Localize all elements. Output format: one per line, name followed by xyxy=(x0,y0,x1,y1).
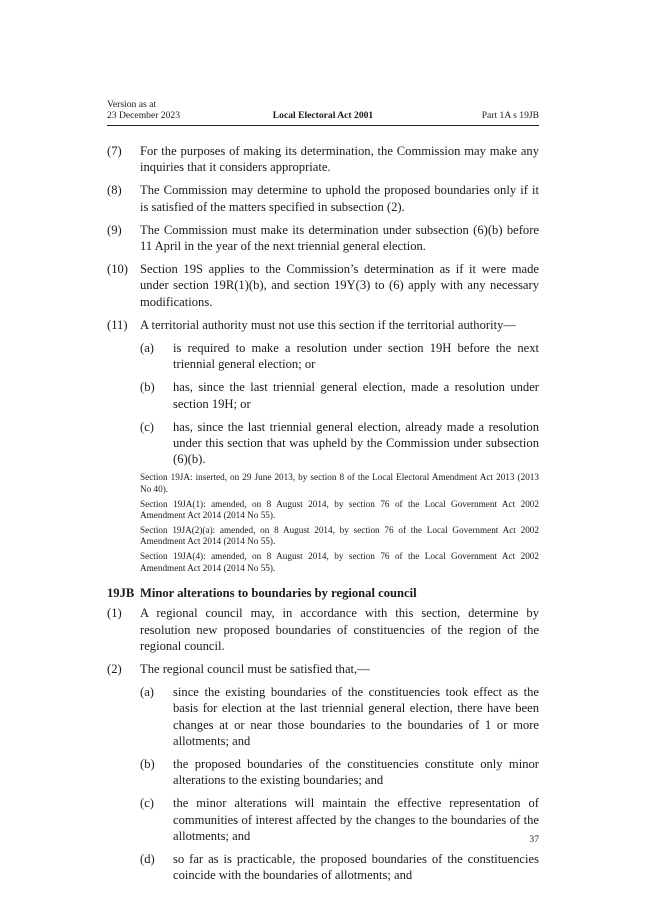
paragraph-text: the proposed boundaries of the constituencies constitute only minor alterations to the existing boundaries; and xyxy=(173,757,539,788)
version-date: 23 December 2023 xyxy=(107,110,180,121)
subsection-9 xyxy=(107,222,539,254)
paragraph-text: the minor alterations will maintain the effective representation of communities of interest affected by the changes to the boundaries of the allotments; and xyxy=(173,796,539,843)
paragraph-text: since the existing boundaries of the constituencies took effect as the basis for election at the last triennial general election, there have been changes at or near those boundaries to the boundaries of 1 or more allotments; and xyxy=(173,685,539,748)
subsection-text: A territorial authority must not use this section if the territorial authority— xyxy=(140,317,516,332)
subsection-10 xyxy=(107,261,539,310)
section-title: Minor alterations to boundaries by regional council xyxy=(140,586,417,601)
subsection-number: (9) xyxy=(107,222,122,237)
paragraph-text: has, since the last triennial general election, made a resolution under section 19H; or xyxy=(173,380,539,411)
paragraph-letter: (a) xyxy=(140,685,154,700)
subsection-8 xyxy=(107,182,539,214)
paragraph-a xyxy=(140,684,539,749)
section-heading xyxy=(107,585,539,601)
paragraph-letter: (a) xyxy=(140,341,154,356)
paragraph-b xyxy=(140,379,539,411)
paragraph-a xyxy=(140,340,539,372)
paragraph-b xyxy=(140,756,539,788)
subsection-text: For the purposes of making its determination, the Commission may make any inquiries that it considers appropriate. xyxy=(140,144,539,175)
subsection-number: (11) xyxy=(107,317,128,332)
history-note: Section 19JA(4): amended, on 8 August 2014, by section 76 of the Local Government Act 2002 Amendment Act 2014 (2014 No 55). xyxy=(140,551,539,573)
subsection-number: (8) xyxy=(107,183,122,198)
paragraph-text: so far as is practicable, the proposed boundaries of the constituencies coincide with the boundaries of allotments; and xyxy=(173,852,539,883)
paragraph-letter: (c) xyxy=(140,796,154,811)
document-body xyxy=(107,143,539,890)
paragraph-c xyxy=(140,419,539,468)
subsection-number: (2) xyxy=(107,662,122,677)
paragraph-letter: (d) xyxy=(140,852,155,867)
page-header xyxy=(107,99,539,127)
section-number: 19JB xyxy=(107,586,135,601)
history-note: Section 19JA: inserted, on 29 June 2013, by section 8 of the Local Electoral Amendment Act 2013 (2013 No 40). xyxy=(140,472,539,495)
subsection-text: A regional council may, in accordance with this section, determine by resolution new proposed boundaries of constituencies of the region of the regional council. xyxy=(140,606,539,653)
history-notes xyxy=(140,472,539,574)
header-divider xyxy=(107,125,539,126)
version-label: Version as at xyxy=(107,99,157,110)
subsection-1 xyxy=(107,605,539,654)
history-note: Section 19JA(2)(a): amended, on 8 August 2014, by section 76 of the Local Government Act 2002 Amendment Act 2014 (2014 No 55). xyxy=(140,524,539,547)
subsection-11 xyxy=(107,317,539,468)
paragraph-d xyxy=(140,851,539,883)
part-reference: Part 1A s 19JB xyxy=(481,110,539,121)
paragraph-letter: (b) xyxy=(140,757,155,772)
paragraph-letter: (b) xyxy=(140,380,155,395)
subsection-number: (1) xyxy=(107,606,122,621)
subsection-number: (7) xyxy=(107,144,122,158)
subsection-number: (10) xyxy=(107,262,128,277)
subsection-text: The regional council must be satisfied that,— xyxy=(140,662,370,677)
paragraph-text: has, since the last triennial general election, already made a resolution under this section that was upheld by the Commission under subsection (6)(b). xyxy=(173,419,539,467)
subsection-2 xyxy=(107,661,539,883)
act-title: Local Electoral Act 2001 xyxy=(272,110,374,121)
subsection-7 xyxy=(107,143,539,175)
paragraph-letter: (c) xyxy=(140,419,154,434)
subsection-text: The Commission may determine to uphold the proposed boundaries only if it is satisfied of the matters specified in subsection (2). xyxy=(140,183,539,214)
paragraph-c xyxy=(140,795,539,844)
history-note: Section 19JA(1): amended, on 8 August 2014, by section 76 of the Local Government Act 2002 Amendment Act 2014 (2014 No 55). xyxy=(140,498,539,521)
subsection-text: The Commission must make its determination under subsection (6)(b) before 11 April in the year of the next triennial general election. xyxy=(140,222,539,254)
subsection-text: Section 19S applies to the Commission’s determination as if it were made under section 19R(1)(b), and section 19Y(3) to (6) apply with any necessary modifications. xyxy=(140,262,539,309)
paragraph-text: is required to make a resolution under section 19H before the next triennial general election; or xyxy=(173,341,539,372)
page-number: 37 xyxy=(529,834,539,845)
